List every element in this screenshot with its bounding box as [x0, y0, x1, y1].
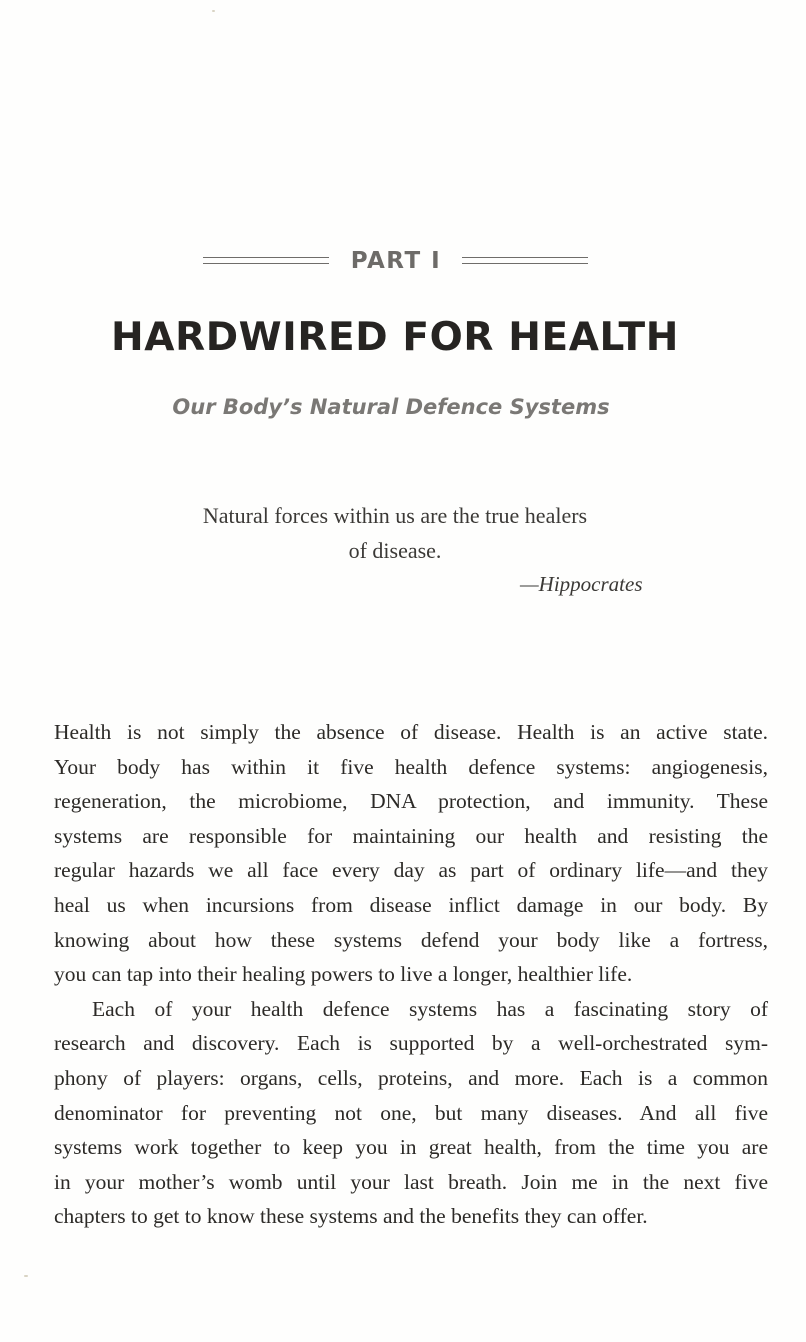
part-title: HARDWIRED FOR HEALTH: [111, 315, 679, 360]
text-line: you can tap into their healing powers to live a longer, healthier life.: [54, 962, 633, 987]
paragraph-2: [54, 992, 768, 1234]
part-header: [0, 244, 806, 278]
epigraph-attribution: —Hippocrates: [520, 572, 643, 596]
text-line: regeneration, the microbiome, DNA protection, and immunity. These: [54, 789, 768, 814]
epigraph-line: Natural forces within us are the true healers: [202, 503, 588, 528]
text-line: systems work together to keep you in great health, from the time you are: [54, 1135, 768, 1160]
text-line: research and discovery. Each is supported by a well-orchestrated sym-: [54, 1031, 768, 1056]
double-rule-right: [462, 257, 588, 264]
text-line: denominator for preventing not one, but many diseases. And all five: [54, 1100, 768, 1125]
text-line: Health is not simply the absence of disease. Health is an active state.: [54, 720, 768, 744]
text-line: knowing about how these systems defend your body like a fortress,: [54, 927, 768, 952]
text-line: regular hazards we all face every day as part of ordinary life—and they: [54, 858, 768, 883]
text-line: Each of your health defence systems has a fascinating story of: [92, 996, 768, 1021]
text-line: in your mother’s womb until your last breath. Join me in the next five: [54, 1169, 768, 1194]
text-line: systems are responsible for maintaining our health and resisting the: [54, 823, 768, 848]
epigraph-line: of disease.: [348, 538, 442, 563]
part-label: PART I: [350, 248, 442, 274]
body-text: [54, 715, 768, 1234]
paper-speck: [212, 10, 215, 12]
part-subtitle: Our Body’s Natural Defence Systems: [172, 395, 610, 419]
text-line: chapters to get to know these systems and the benefits they can offer.: [54, 1204, 648, 1229]
text-line: Your body has within it five health defence systems: angiogenesis,: [54, 754, 768, 779]
paragraph-1: [54, 715, 768, 992]
double-rule-left: [203, 257, 329, 264]
text-line: phony of players: organs, cells, proteins, and more. Each is a common: [54, 1065, 768, 1090]
text-line: heal us when incursions from disease inflict damage in our body. By: [54, 892, 768, 917]
paper-speck: [24, 1275, 28, 1277]
